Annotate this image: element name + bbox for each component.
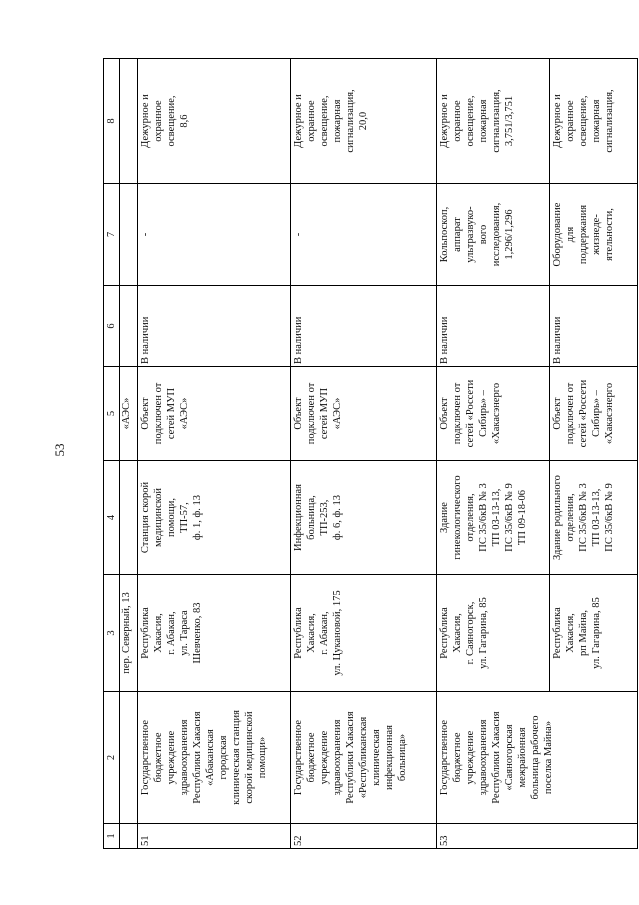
table-cell	[120, 461, 138, 575]
power-source: Объект подключен от сетей МУП «АЭС»	[291, 367, 437, 461]
power-source: Объект подключен от сетей «Россети Сибирь» – «Хакасэнерго	[549, 367, 637, 461]
page-number: 53	[52, 443, 67, 457]
address: Республика Хакасия, г. Абакан, ул. Тараса Шевченко, 83	[138, 575, 291, 692]
rotated-table-container	[103, 59, 638, 849]
presence-status: В наличии	[436, 286, 549, 367]
column-header: 7	[104, 184, 120, 286]
column-header: 3	[104, 575, 120, 692]
column-header: 8	[104, 59, 120, 184]
presence-status: В наличии	[138, 286, 291, 367]
row-number: 53	[436, 824, 637, 849]
equipment: Кольпоскоп, аппарат ультразвуко- вого исследования, 1,296/1,296	[436, 184, 549, 286]
table-row	[138, 59, 291, 849]
security-lighting: Дежурное и охранное освещение, пожарная сигнализация, 20,0	[291, 59, 437, 184]
column-header: 2	[104, 692, 120, 824]
column-header: 6	[104, 286, 120, 367]
header-row	[104, 59, 120, 849]
column-header: 5	[104, 367, 120, 461]
presence-status: В наличии	[291, 286, 437, 367]
table-row	[436, 59, 549, 849]
column-header: 1	[104, 824, 120, 849]
table-cell: «АЭС»	[120, 367, 138, 461]
table-cell	[120, 692, 138, 824]
organization-name: Государственное бюджетное учреждение здравоохранения Республики Хакасия «Саяногорская межрайонная больница рабочего поселка Майна»	[436, 692, 637, 824]
table-cell: пер. Северный, 13	[120, 575, 138, 692]
continuation-row	[120, 59, 138, 849]
security-lighting: Дежурное и охранное освещение, пожарная сигнализация, 3,751/3,751	[436, 59, 549, 184]
power-source: Объект подключен от сетей МУП «АЭС»	[138, 367, 291, 461]
row-number: 52	[291, 824, 437, 849]
table-cell	[120, 824, 138, 849]
address: Республика Хакасия, г. Саяногорск, ул. Гагарина, 85	[436, 575, 549, 692]
security-lighting: Дежурное и охранное освещение, пожарная сигнализация,	[549, 59, 637, 184]
presence-status: В наличии	[549, 286, 637, 367]
equipment: -	[138, 184, 291, 286]
organization-name: Государственное бюджетное учреждение здравоохранения Республики Хакасия «Республиканская клиническая инфекционная больница»	[291, 692, 437, 824]
organization-name: Государственное бюджетное учреждение здравоохранения Республики Хакасия «Абаканская городская клиническая станция скорой медицинской помощи»	[138, 692, 291, 824]
security-lighting: Дежурное и охранное освещение, 8,6	[138, 59, 291, 184]
equipment: Оборудование для поддержания жизнеде- ятельности,	[549, 184, 637, 286]
table-cell	[120, 59, 138, 184]
table-cell	[120, 184, 138, 286]
object-description: Здание гинекологического отделения, ПС 35/6кВ № 3 ТП 03-13-13, ПС 35/6кВ № 9 ТП 09-18-06	[436, 461, 549, 575]
address: Республика Хакасия, рп Майна, ул. Гагарина, 85	[549, 575, 637, 692]
column-header: 4	[104, 461, 120, 575]
table-row	[291, 59, 437, 849]
equipment: -	[291, 184, 437, 286]
object-description: Станция скорой медицинской помощи, ТП-57, ф. 1, ф. 13	[138, 461, 291, 575]
row-number: 51	[138, 824, 291, 849]
object-description: Инфекционная больница, ТП-253, ф. 6, ф. 13	[291, 461, 437, 575]
address: Республика Хакасия, г. Абакан, ул. Цукановой, 175	[291, 575, 437, 692]
object-description: Здание родильного отделения, ПС 35/6кВ № 3 ТП 03-13-13, ПС 35/6кВ № 9	[549, 461, 637, 575]
power-source: Объект подключен от сетей «Россети Сибирь» – «Хакасэнерго	[436, 367, 549, 461]
table-cell	[120, 286, 138, 367]
infrastructure-table	[103, 58, 638, 849]
